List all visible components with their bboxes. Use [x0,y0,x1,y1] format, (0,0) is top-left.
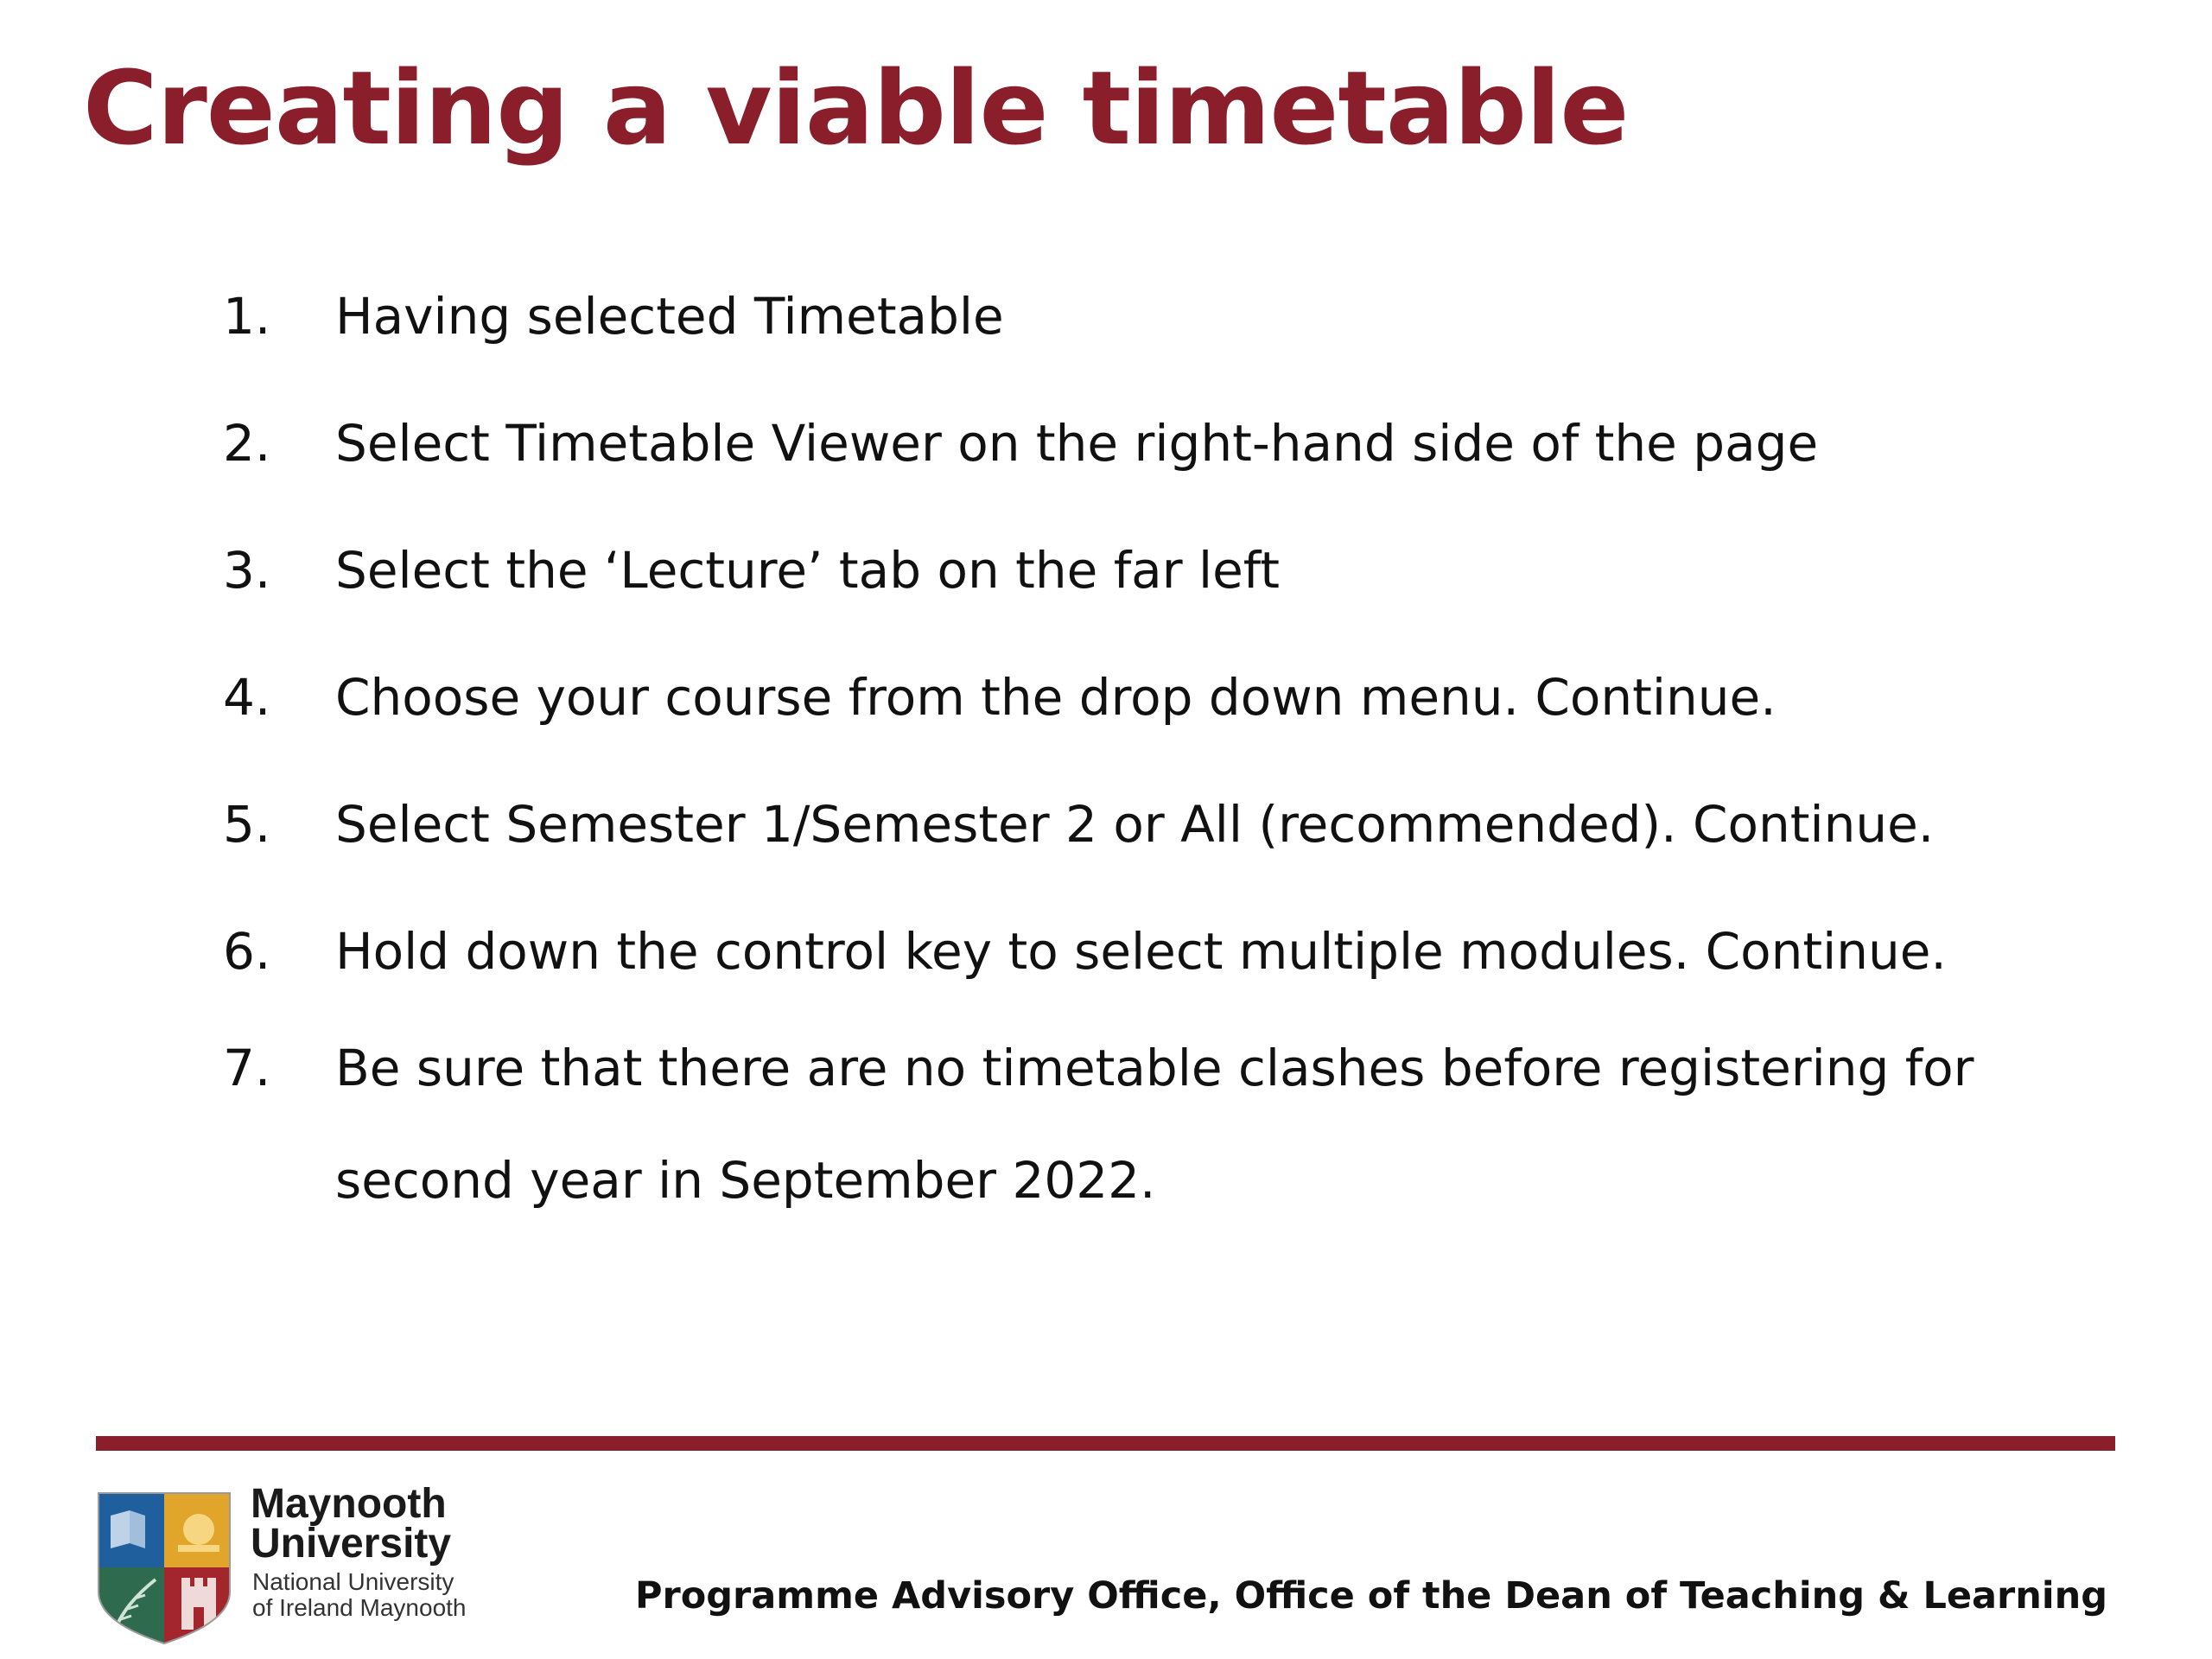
step-text: Choose your course from the drop down menu. Continue. [335,668,1777,727]
step-number: 2. [223,414,271,473]
logo-name-line1: Maynooth [251,1481,447,1527]
step-text: Select Semester 1/Semester 2 or All (recommended). Continue. [335,795,1935,854]
footer-office-text: Programme Advisory Office, Office of the Dean of Teaching & Learning [635,1574,2107,1618]
step-text: Select the ‘Lecture’ tab on the far left [335,541,1280,600]
step-text: Select Timetable Viewer on the right-hand side of the page [335,414,1819,473]
logo-subtitle [252,1569,467,1621]
step-number: 3. [223,541,271,600]
step-number: 5. [223,795,271,854]
step-number: 6. [223,922,271,981]
step-number: 7. [223,1039,271,1097]
step-text: Hold down the control key to select multiple modules. Continue. [335,922,1947,981]
step-number: 1. [223,287,271,346]
crest-icon [95,1490,233,1645]
university-logo [95,1481,467,1647]
step-text: Having selected Timetable [335,287,1004,346]
logo-name-line2: University [251,1521,452,1567]
slide-title: Creating a viable timetable [83,48,1629,168]
logo-sub-line1: National University [252,1568,454,1595]
logo-sub-line2: of Ireland Maynooth [252,1594,467,1621]
step-text: Be sure that there are no timetable clashes before registering for second year in September 2022. [335,1039,1974,1210]
footer-divider [96,1436,2115,1451]
logo-wordmark [251,1481,452,1567]
step-number: 4. [223,668,271,727]
